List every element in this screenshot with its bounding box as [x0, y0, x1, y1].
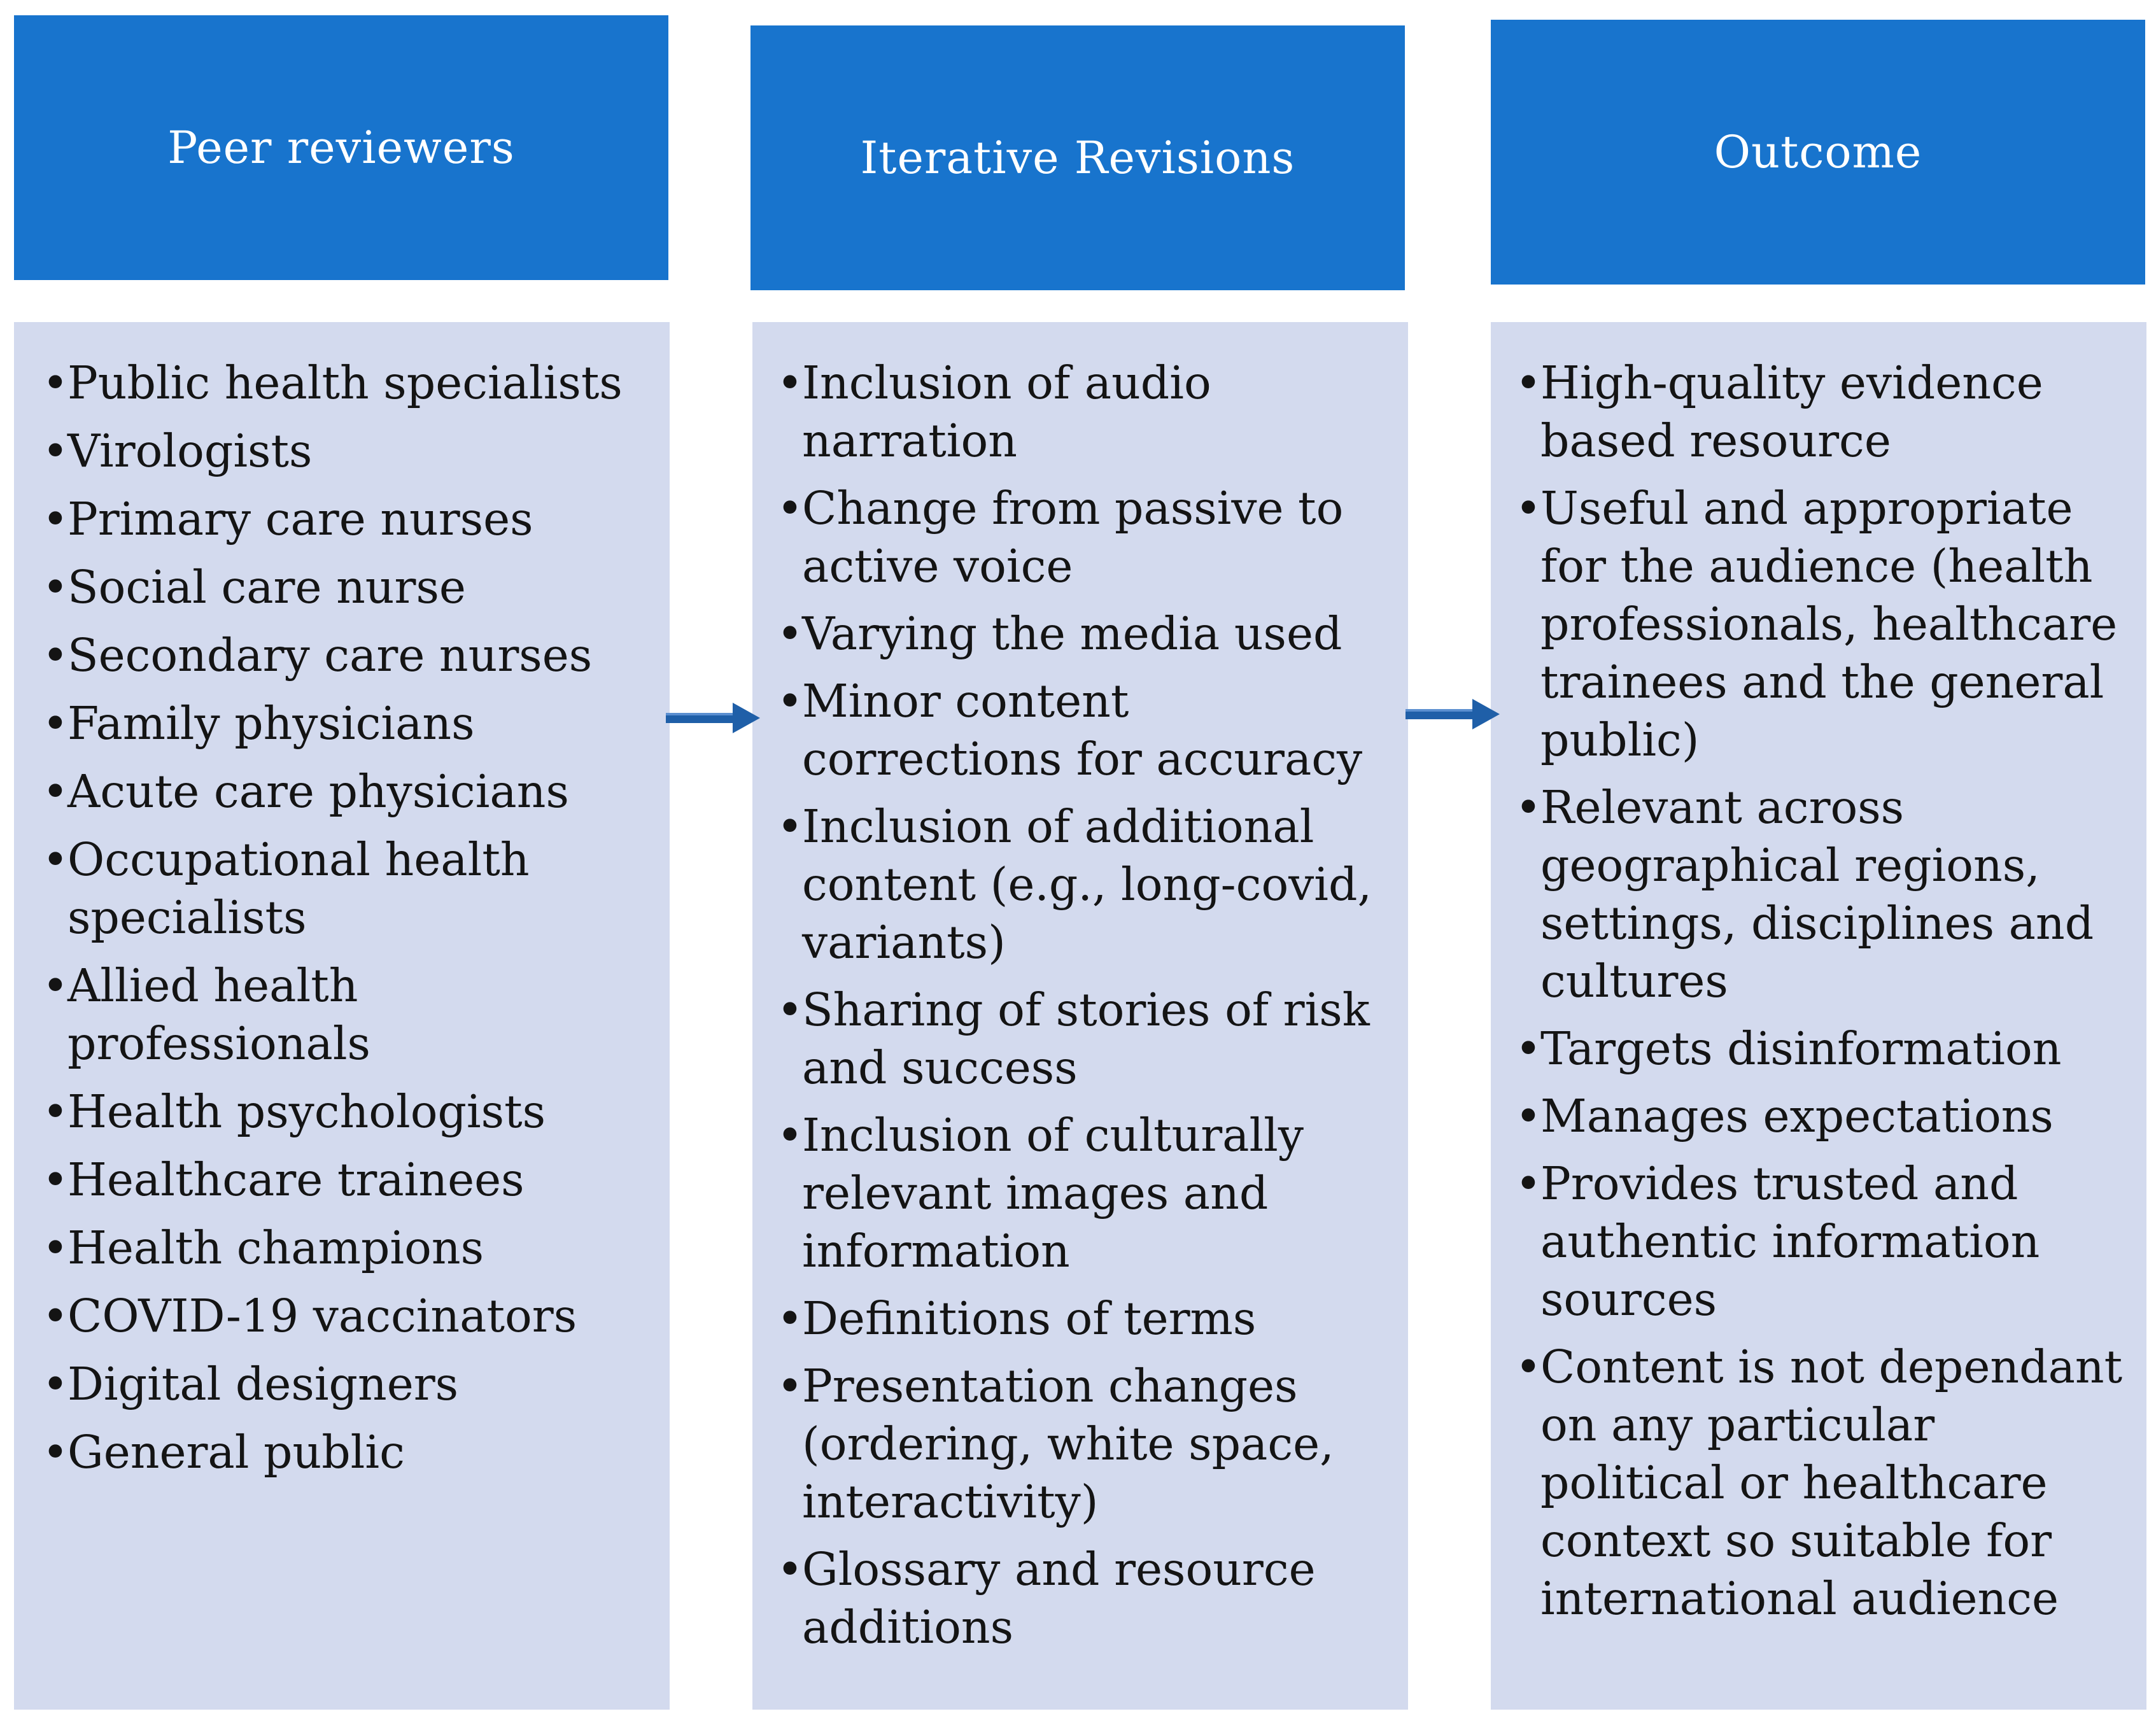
- list-item: • High-quality evidence based resource: [1515, 354, 2127, 470]
- header-peer-reviewers: [14, 15, 668, 280]
- list-item: • Occupational health specialists: [42, 831, 651, 946]
- list-item: • Family physicians: [42, 694, 651, 752]
- list-item: • Varying the media used: [777, 605, 1389, 663]
- header-title: Iterative Revisions: [860, 132, 1295, 184]
- bullet-list: [777, 354, 1389, 1656]
- header-iterative-revisions: [750, 25, 1405, 290]
- list-item: • Glossary and resource additions: [777, 1540, 1389, 1656]
- list-item: • Content is not dependant on any particular political or healthcare context so suitable for international audience: [1515, 1338, 2127, 1628]
- list-item: • COVID-19 vaccinators: [42, 1287, 651, 1345]
- bullet-list: [42, 354, 651, 1481]
- list-item: • Minor content corrections for accuracy: [777, 672, 1389, 788]
- list-item: • Sharing of stories of risk and success: [777, 981, 1389, 1097]
- list-item: • Provides trusted and authentic information sources: [1515, 1155, 2127, 1328]
- list-item: • Public health specialists: [42, 354, 651, 412]
- header-outcome: [1491, 20, 2145, 285]
- list-item: • Healthcare trainees: [42, 1151, 651, 1209]
- right-arrow-icon: [1406, 695, 1501, 733]
- list-item: • Health psychologists: [42, 1083, 651, 1141]
- right-arrow-icon: [666, 699, 761, 737]
- list-item: • Allied health professionals: [42, 957, 651, 1072]
- list-item: • Virologists: [42, 422, 651, 480]
- list-item: • Inclusion of audio narration: [777, 354, 1389, 470]
- list-item: • Primary care nurses: [42, 490, 651, 548]
- list-item: • Targets disinformation: [1515, 1020, 2127, 1078]
- header-title: Outcome: [1714, 126, 1922, 178]
- list-item: • Relevant across geographical regions, settings, disciplines and cultures: [1515, 778, 2127, 1010]
- panel-outcome: [1491, 322, 2146, 1710]
- list-item: • Useful and appropriate for the audience (health professionals, healthcare trainees and the general public): [1515, 479, 2127, 769]
- list-item: • Digital designers: [42, 1355, 651, 1413]
- list-item: • General public: [42, 1423, 651, 1481]
- list-item: • Health champions: [42, 1219, 651, 1277]
- list-item: • Inclusion of additional content (e.g., long-covid, variants): [777, 798, 1389, 971]
- list-item: • Definitions of terms: [777, 1290, 1389, 1347]
- list-item: • Secondary care nurses: [42, 626, 651, 684]
- list-item: • Presentation changes (ordering, white space, interactivity): [777, 1357, 1389, 1531]
- panel-iterative-revisions: [752, 322, 1408, 1710]
- bullet-list: [1515, 354, 2127, 1628]
- list-item: • Social care nurse: [42, 558, 651, 616]
- list-item: • Acute care physicians: [42, 763, 651, 820]
- list-item: • Manages expectations: [1515, 1087, 2127, 1145]
- panel-peer-reviewers: [14, 322, 670, 1710]
- list-item: • Change from passive to active voice: [777, 479, 1389, 595]
- header-title: Peer reviewers: [167, 122, 515, 174]
- list-item: • Inclusion of culturally relevant images and information: [777, 1106, 1389, 1280]
